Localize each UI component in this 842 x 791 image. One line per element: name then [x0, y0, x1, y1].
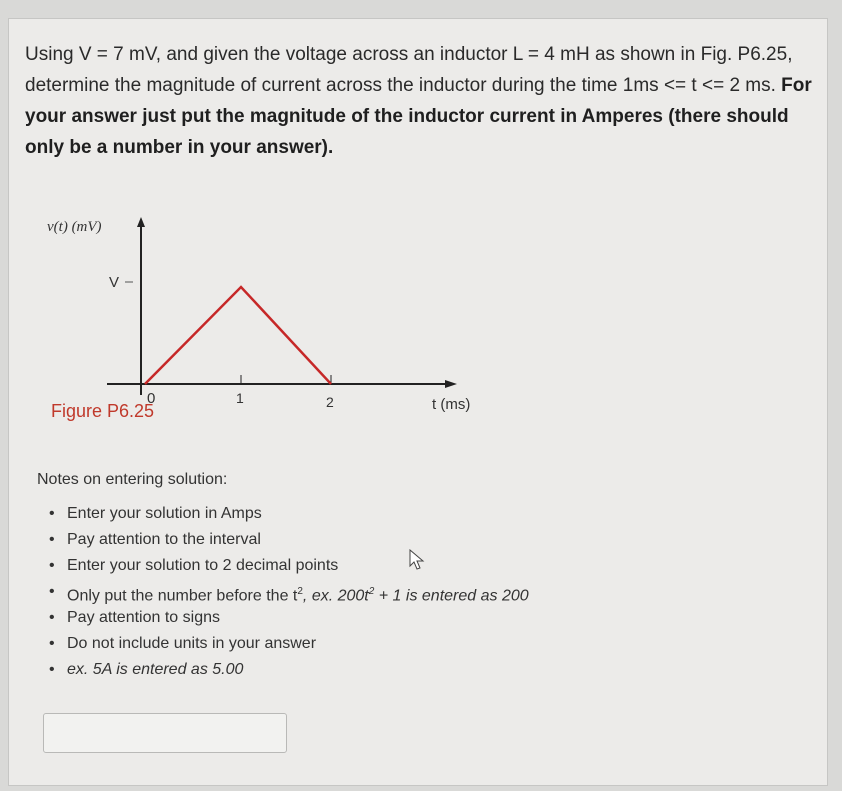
bullet-icon: •: [49, 661, 55, 678]
question-card: [8, 18, 828, 786]
bullet-icon: •: [49, 531, 55, 548]
note-text: Pay attention to the interval: [67, 531, 261, 548]
x-tick-label-2: 2: [326, 394, 334, 410]
voltage-waveform: [145, 287, 331, 384]
bullet-icon: •: [49, 583, 55, 600]
bullet-icon: •: [49, 557, 55, 574]
list-item: [49, 553, 529, 579]
note-text: ex. 5A is entered as 5.00: [67, 661, 244, 678]
question-text: [25, 39, 815, 163]
question-instruction: For your answer just put the magnitude of the inductor current in Amperes (there should only be a number in your answer).: [25, 75, 812, 158]
note-text: Enter your solution to 2 decimal points: [67, 557, 339, 574]
list-item: [49, 579, 529, 605]
x-axis-arrow: [445, 380, 457, 388]
notes-list: [49, 501, 529, 683]
figure-caption: Figure P6.25: [51, 401, 155, 421]
note-text: Do not include units in your answer: [67, 635, 317, 652]
bullet-icon: •: [49, 609, 55, 626]
list-item: [49, 657, 529, 683]
mouse-cursor-icon: [409, 549, 425, 571]
question-part1: Using V = 7 mV, and given the voltage across an inductor L = 4 mH as shown in Fig. P6.25, determine the magnitude of current across the inductor during the time 1ms <= t <= 2 ms.: [25, 44, 793, 96]
note-text: Pay attention to signs: [67, 609, 220, 626]
x-tick-label-0: 0: [147, 390, 156, 407]
note-example: , ex. 200t: [302, 587, 369, 605]
note-text: Enter your solution in Amps: [67, 505, 262, 522]
list-item: [49, 631, 529, 657]
note-sup: 2: [297, 586, 303, 597]
bullet-icon: •: [49, 635, 55, 652]
x-axis-label: t (ms): [432, 396, 471, 413]
note-example-rest: + 1 is entered as 200: [374, 587, 529, 605]
x-tick-label-1: 1: [236, 390, 244, 406]
note-text: Only put the number before the t: [67, 587, 298, 605]
v-tick-label: V: [109, 274, 120, 291]
list-item: [49, 605, 529, 631]
note-example-sup: 2: [368, 586, 375, 597]
y-axis-arrow: [137, 217, 145, 227]
y-axis-label: v(t) (mV): [47, 219, 102, 235]
list-item: [49, 501, 529, 527]
list-item: [49, 527, 529, 553]
notes-title: Notes on entering solution:: [37, 471, 228, 488]
bullet-icon: •: [49, 505, 55, 522]
answer-input[interactable]: [43, 713, 287, 753]
